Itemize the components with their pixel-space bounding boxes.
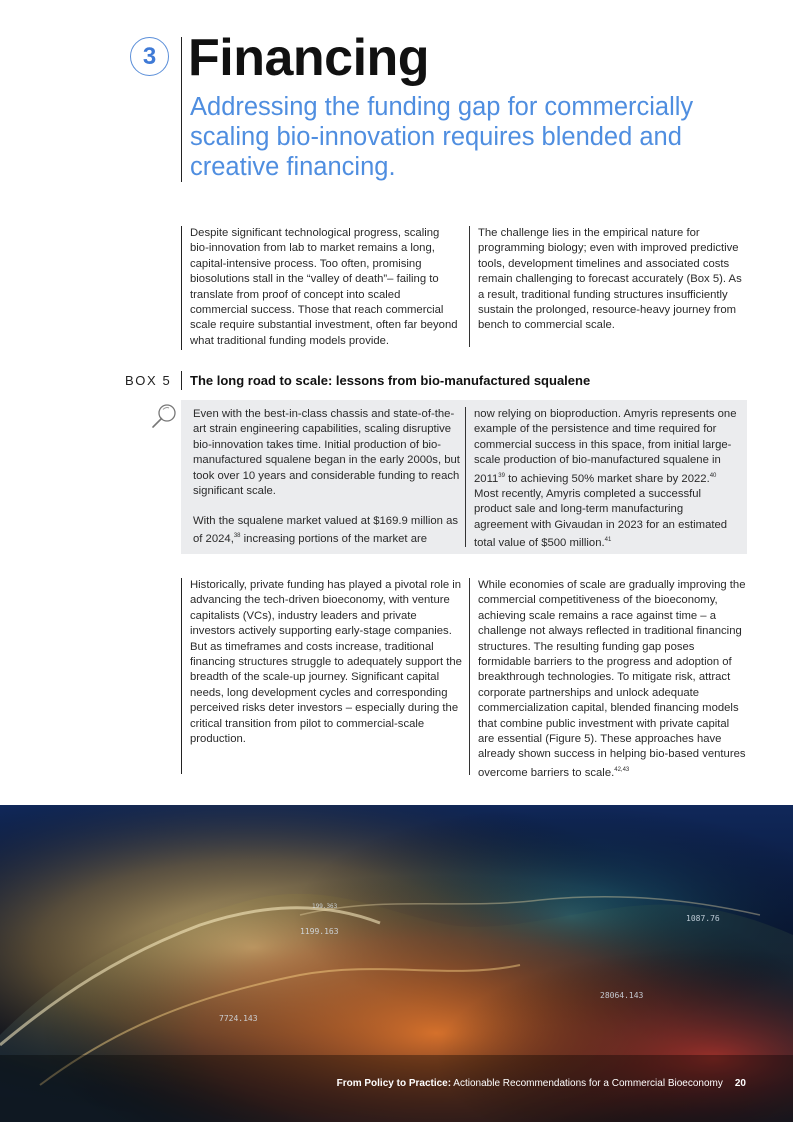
hero-number: 28064.143: [600, 991, 644, 1000]
body-left-rule: [181, 578, 182, 774]
report-title-rest: Actionable Recommendations for a Commercial Bioeconomy: [451, 1078, 723, 1089]
body-column-rule: [469, 578, 470, 775]
hero-number: 1199.163: [300, 927, 339, 936]
box-title: The long road to scale: lessons from bio-manufactured squalene: [190, 373, 591, 388]
page-title: Financing: [188, 29, 430, 87]
report-title-bold: From Policy to Practice:: [336, 1078, 452, 1089]
chapter-subtitle: Addressing the funding gap for commercially scaling bio-innovation requires blended and creative financing.: [190, 93, 694, 181]
box-column-rule: [465, 407, 466, 547]
hero-number: 1087.76: [686, 914, 720, 923]
hero-number: 7724.143: [219, 1014, 258, 1023]
box-title-rule: [181, 371, 182, 390]
chapter-number-badge: 3: [130, 37, 169, 76]
box-label: BOX 5: [125, 373, 172, 388]
box-paragraph-right: now relying on bioproduction. Amyris represents one example of the persistence and time required for commercial success in this space, from initial large-scale production of bio-manufactured squalene in 2011$^{39}$ to achieving 50% market share by 2022.40 Most recently, Amyris completed a successful product sale and long-term manufacturing agreement with Givaudan in 2023 for an estimated total value of $500 million.$^{41}$: [474, 408, 737, 549]
search-icon: [148, 402, 180, 432]
body-paragraph-left: Historically, private funding has played a pivotal role in advancing the tech-driven bioeconomy, with venture capitalists (VCs), industry leaders and private investors actively supporting early-stage companies. But as timeframes and costs increase, traditional financing structures struggle to adequately support the breadth of the scale-up journey. Significant capital needs, long development cycles and corresponding perceived risks deter investors – especially during the critical transition from pilot to commercial-scale production.: [190, 579, 462, 746]
hero-number: 199.363: [312, 903, 338, 910]
box-paragraph-left-1: Even with the best-in-class chassis and state-of-the-art strain engineering capabilities, scaling disruptive bio-innovation takes time. Initial production of bio-manufactured squalene began in the early 2000s, but took over 10 years and considerable funding to reach significant scale.: [193, 408, 460, 498]
intro-paragraph-right: The challenge lies in the empirical nature for programming biology; even with improved predictive tools, development timelines and associated costs remain challenging to forecast accurately (Box 5). As a result, traditional funding structures insufficiently sustain the prolonged, resource-heavy journey from bench to commercial scale.: [478, 227, 742, 332]
heading-divider: [181, 37, 182, 182]
intro-column-rule: [469, 226, 470, 347]
page-number: 20: [734, 1078, 746, 1089]
intro-left-rule: [181, 226, 182, 350]
body-paragraph-right: While economies of scale are gradually improving the commercial competitiveness of the bioeconomy, achieving scale remains a race against time – a challenge not always reflected in traditional financing structures. The resulting funding gap poses formidable barriers to the progress and adoption of breakthrough technologies. To mitigate risk, attract corporate partnerships and unlock adequate commercialization capital, blended financing models that combine public investment with private capital are essential (Figure 5). These approaches have already shown success in helping bio-based ventures overcome barriers to scale.$^{42,43}$: [478, 579, 746, 779]
hero-image: [0, 805, 793, 1122]
intro-paragraph-left: Despite significant technological progress, scaling bio-innovation from lab to market remains a long, capital-intensive process. Too often, promising biosolutions stall in the “valley of death”– failing to translate from proof of concept into scaled commercial success. Those that reach commercial scale require substantial investment, often far beyond what traditional funding models provide.: [190, 227, 458, 347]
page-footer: [337, 1078, 746, 1089]
box-paragraph-left-2: With the squalene market valued at $169.9 million as of 2024,38 increasing portions of the market are: [193, 515, 458, 546]
